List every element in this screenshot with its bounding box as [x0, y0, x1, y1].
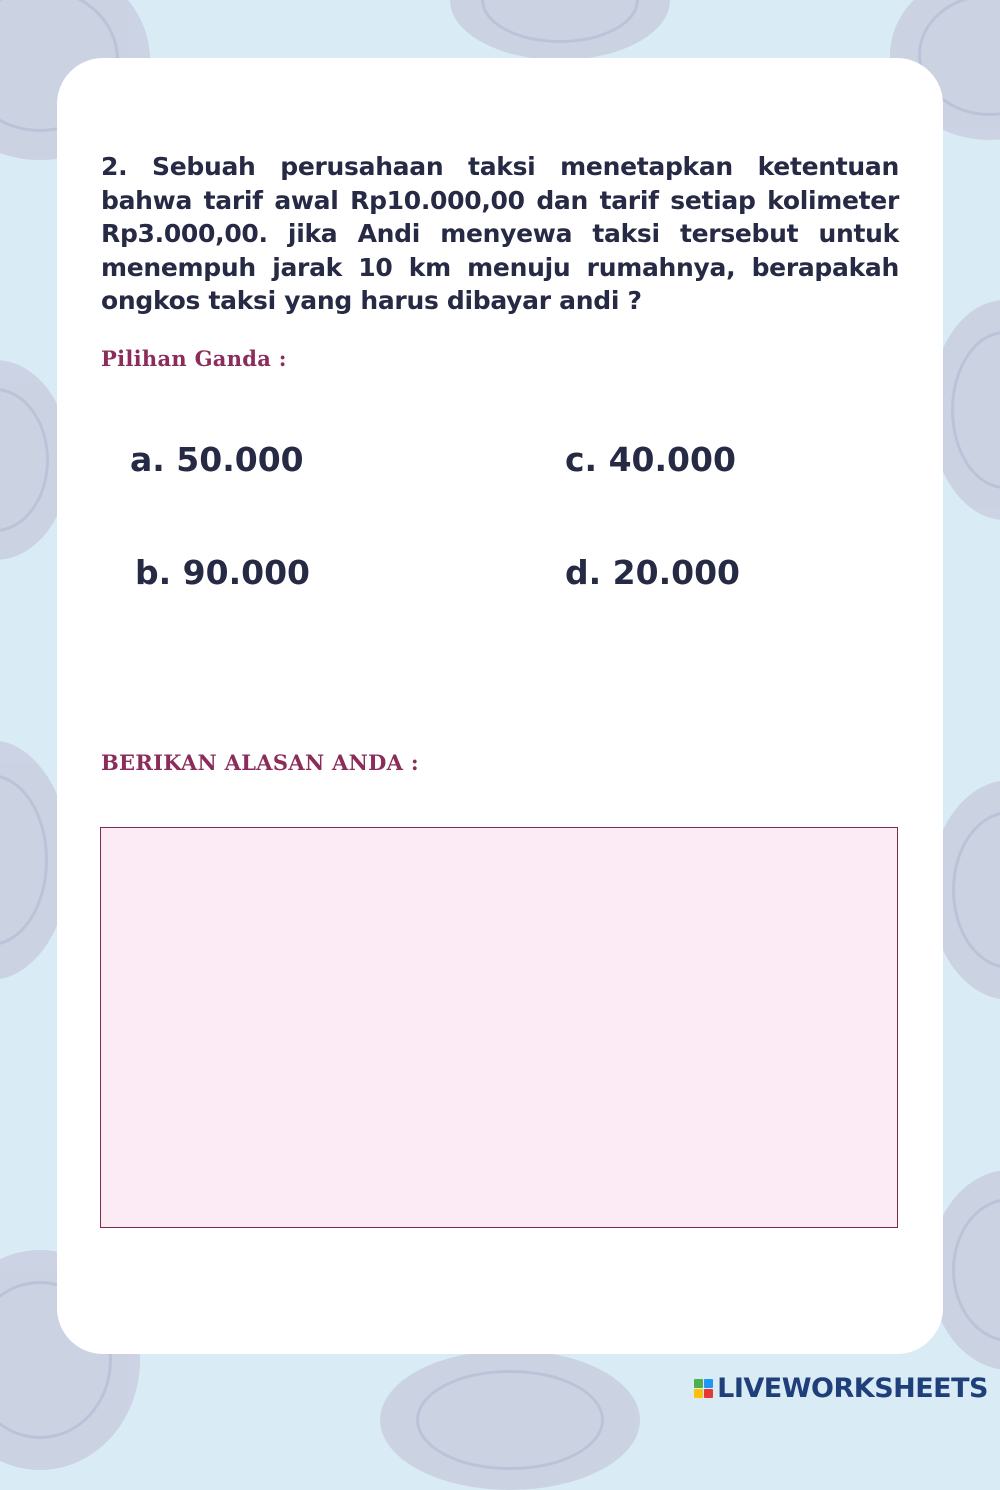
liveworksheets-logo-icon: [694, 1379, 713, 1398]
logo-square-icon: [704, 1389, 713, 1398]
brand-text: LIVEWORKSHEETS: [717, 1373, 988, 1404]
liveworksheets-branding: [694, 1373, 988, 1404]
reason-label: BERIKAN ALASAN ANDA :: [101, 750, 419, 775]
logo-square-icon: [704, 1379, 713, 1388]
multiple-choice-label: Pilihan Ganda :: [101, 346, 287, 371]
question-text: 2. Sebuah perusahaan taksi menetapkan ketentuan bahwa tarif awal Rp10.000,00 dan tarif setiap kolimeter Rp3.000,00. jika Andi menyewa taksi tersebut untuk menempuh jarak 10 km menuju rumahnya, berapakah ongkos taksi yang harus dibayar andi ?: [101, 152, 899, 315]
option-b[interactable]: b. 90.000: [135, 553, 310, 592]
option-c[interactable]: c. 40.000: [565, 440, 736, 479]
logo-square-icon: [694, 1389, 703, 1398]
background-seal-decoration: [450, 0, 670, 60]
reason-input[interactable]: [100, 827, 898, 1228]
option-a[interactable]: a. 50.000: [130, 440, 304, 479]
background-seal-decoration: [380, 1350, 640, 1490]
option-d[interactable]: d. 20.000: [565, 553, 740, 592]
logo-square-icon: [694, 1379, 703, 1388]
